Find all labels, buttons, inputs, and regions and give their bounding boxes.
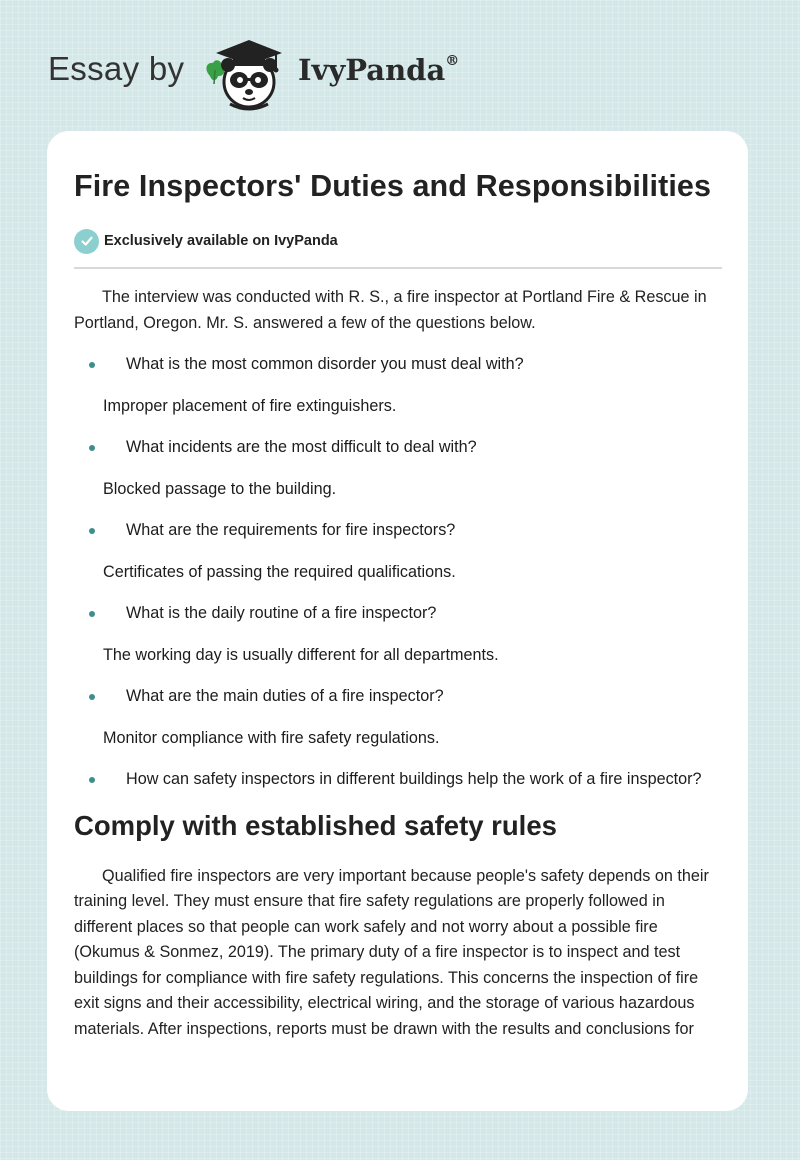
site-header	[48, 34, 508, 112]
check-icon	[74, 229, 99, 254]
bullet-icon	[89, 445, 95, 451]
answer-text: Blocked passage to the building.	[103, 479, 337, 498]
bullet-icon	[89, 362, 95, 368]
exclusive-badge	[74, 227, 724, 255]
section-heading: Comply with established safety rules	[74, 809, 557, 841]
brand-name[interactable]: IvyPanda®	[298, 53, 460, 87]
panda-logo-icon[interactable]	[200, 36, 292, 112]
answer-text: Monitor compliance with fire safety regulations.	[103, 728, 440, 747]
question-item: What are the requirements for fire inspectors?	[74, 518, 724, 544]
intro-paragraph: The interview was conducted with R. S., a fire inspector at Portland Fire & Rescue in Portland, Oregon. Mr. S. answered a few of the questions below.	[74, 288, 707, 332]
answer-text: Certificates of passing the required qualifications.	[103, 562, 456, 581]
exclusive-label: Exclusively available on IvyPanda	[104, 233, 338, 249]
essay-by-label: Essay by	[48, 50, 185, 87]
qa-list	[74, 352, 724, 793]
bullet-icon	[89, 694, 95, 700]
answer-text: Improper placement of fire extinguishers.	[103, 396, 397, 415]
question-item: What is the most common disorder you must deal with?	[74, 352, 724, 378]
registered-mark: ®	[445, 53, 460, 70]
question-item: What is the daily routine of a fire inspector?	[74, 601, 724, 627]
question-item: How can safety inspectors in different buildings help the work of a fire inspector?	[74, 767, 724, 793]
divider	[74, 267, 722, 269]
bullet-icon	[89, 611, 95, 617]
question-item: What incidents are the most difficult to deal with?	[74, 435, 724, 461]
essay-card	[47, 131, 748, 1111]
bullet-icon	[89, 528, 95, 534]
bullet-icon	[89, 777, 95, 783]
question-item: What are the main duties of a fire inspector?	[74, 684, 724, 710]
section-paragraph: Qualified fire inspectors are very important because people's safety depends on their training level. They must ensure that fire safety regulations are properly followed in different places so that people can work safely and not worry about a possible fire (Okumus & Sonmez, 2019). The primary duty of a fire inspector is to inspect and test buildings for compliance with fire safety regulations. This concerns the inspection of fire exit signs and their accessibility, electrical wiring, and the storage of various hazardous materials. After inspections, reports must be drawn with the results and conclusions for	[74, 866, 709, 1038]
essay-content	[74, 165, 724, 1042]
essay-title: Fire Inspectors' Duties and Responsibilities	[74, 169, 712, 203]
answer-text: The working day is usually different for all departments.	[103, 645, 499, 664]
